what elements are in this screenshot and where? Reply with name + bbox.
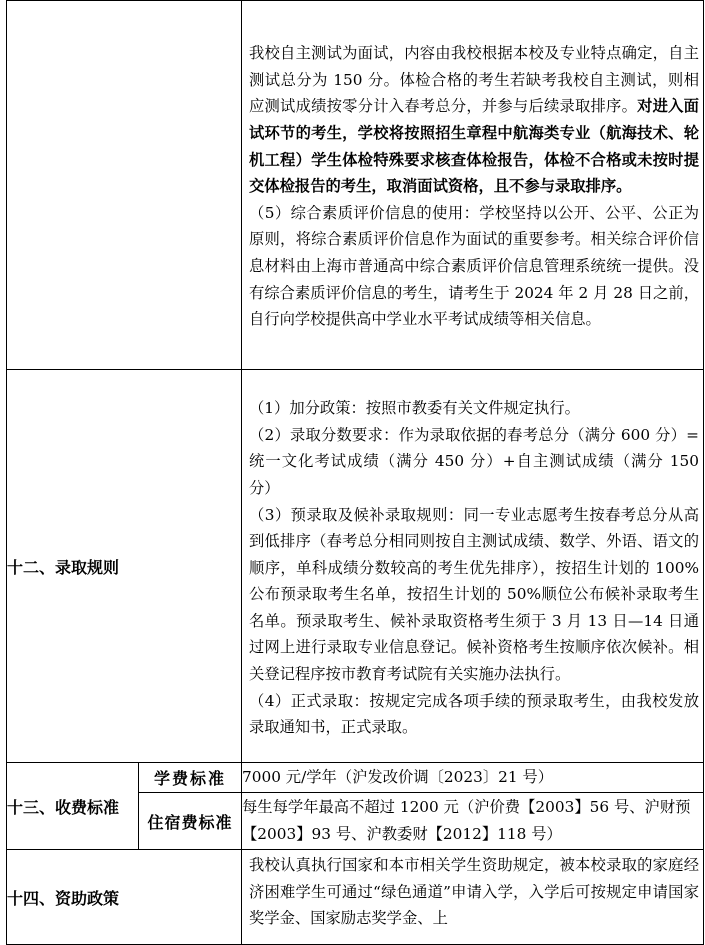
pre-admission-rules-item: （3）预录取及候补录取规则：同一专业志愿考生按春考总分从高到低排序（春考总分相同则按自主测试成绩、数学、外语、语文的顺序，单科成绩分数较高的考生优先排序），按招生计划的 100%公布预录取考生名单，按招生计划的 50%顺位公布候补录取考生名单。预录取考生、候补录取资格考生须于 3 月 13 日—14 日通过网上进行录取专业信息登记。候补资格考生按顺序依次候补。相关登记程序按市教育考试院有关实施办法执行。: [249, 505, 699, 684]
comprehensive-evaluation-paragraph: （5）综合素质评价信息的使用：学校坚持以公开、公平、公正为原则，将综合素质评价信息作为面试的重要参考。相关综合评价信息材料由上海市普通高中综合素质评价信息管理系统统一提供。没有综合素质评价信息的考生，请考生于 2024 年 2 月 28 日之前，自行向学校提供高中学业水平考试成绩等相关信息。: [249, 203, 699, 329]
financial-aid-text: 我校认真执行国家和本市相关学生资助规定，被本校录取的家庭经济困难学生可通过“绿色通道”申请入学，入学后可按规定申请国家奖学金、国家励志奖学金、上: [249, 856, 699, 928]
self-test-paragraph: 我校自主测试为面试，内容由我校根据本校及专业特点确定，自主测试总分为 150 分。体检合格的考生若缺考我校自主测试，则相应测试成绩按零分计入春考总分，并参与后续录取排序。对进入面试环节的考生，学校将按照招生章程中航海类专业（航海技术、轮机工程）学生体检特殊要求核查体检报告，体检不合格或未按时提交体检报告的考生，取消面试资格，且不参与录取排序。: [249, 44, 699, 196]
score-requirement-item: （2）录取分数要求：作为录取依据的春考总分（满分 600 分）=统一文化考试成绩（满分 450 分）+自主测试成绩（满分 150 分）: [249, 425, 699, 497]
row-tuition: [7, 763, 704, 793]
row-self-test: [7, 1, 704, 370]
lodging-value: 每生每学年最高不超过 1200 元（沪价费【2003】56 号、沪财预【2003】93 号、沪教委财【2012】118 号）: [242, 793, 704, 850]
fee-standard-heading: 十三、收费标准: [7, 763, 139, 850]
row-self-test-content: [242, 1, 704, 370]
tuition-label: 学费标准: [139, 763, 242, 793]
admission-rules-table: [6, 0, 704, 945]
physical-exam-notice: 对进入面试环节的考生，学校将按照招生章程中航海类专业（航海技术、轮机工程）学生体检特殊要求核查体检报告，体检不合格或未按时提交体检报告的考生，取消面试资格，且不参与录取排序。: [249, 97, 699, 196]
row-financial-aid: [7, 850, 704, 945]
tuition-value: 7000 元/学年（沪发改价调〔2023〕21 号）: [242, 763, 704, 793]
row-admission-rules: [7, 370, 704, 763]
admission-rules-heading: 十二、录取规则: [7, 370, 242, 763]
lodging-label: 住宿费标准: [139, 793, 242, 850]
admission-rules-content: [242, 370, 704, 763]
row-self-test-heading-cell: [7, 1, 242, 370]
bonus-policy-item: （1）加分政策：按照市教委有关文件规定执行。: [249, 399, 580, 418]
formal-admission-item: （4）正式录取：按规定完成各项手续的预录取考生，由我校发放录取通知书，正式录取。: [249, 691, 699, 737]
financial-aid-heading: 十四、资助政策: [7, 850, 242, 945]
financial-aid-content: [242, 850, 704, 945]
